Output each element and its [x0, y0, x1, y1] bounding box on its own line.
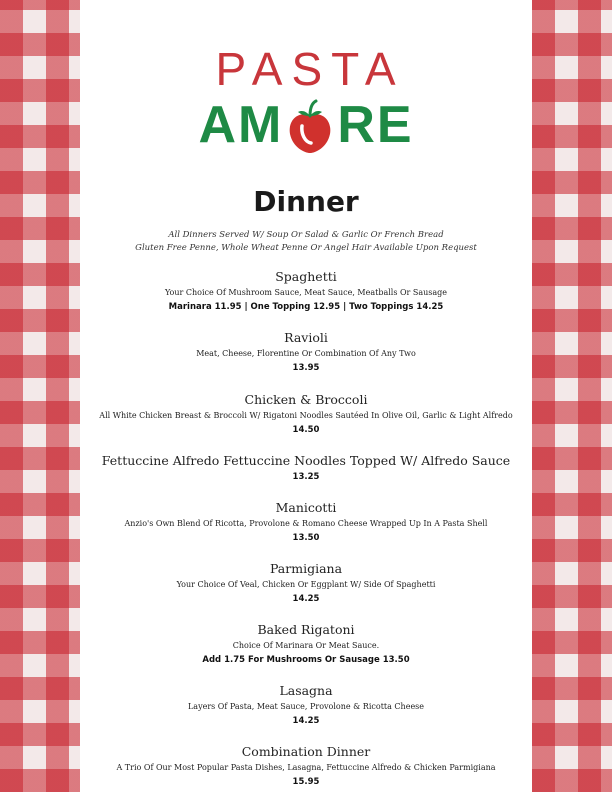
item-name: Ravioli — [284, 330, 328, 345]
item-description: All White Chicken Breast & Broccoli W/ Rigatoni Noodles Sautéed In Olive Oil, Garlic & Light Alfredo — [99, 411, 513, 420]
menu-items — [80, 268, 532, 791]
item-name: Baked Rigatoni — [257, 622, 355, 637]
menu-item — [80, 743, 532, 791]
item-description: Anzio's Own Blend Of Ricotta, Provolone & Romano Cheese Wrapped Up In A Pasta Shell — [124, 519, 488, 528]
item-price: 15.95 — [292, 777, 320, 787]
gingham-border-left — [0, 0, 80, 792]
item-description: Your Choice Of Veal, Chicken Or Eggplant W/ Side Of Spaghetti — [176, 580, 436, 589]
brand-logo — [80, 43, 532, 154]
gingham-border-right — [532, 0, 612, 792]
logo-top-word: PASTA — [215, 43, 405, 95]
item-price: 14.25 — [292, 716, 320, 726]
menu-subtitle — [80, 229, 532, 255]
item-name: Manicotti — [275, 500, 337, 515]
item-description: Choice Of Marinara Or Meat Sauce. — [232, 641, 380, 650]
menu-item — [80, 682, 532, 743]
menu-item — [80, 621, 532, 682]
logo-bottom-right: RE — [337, 96, 414, 154]
item-description: Meat, Cheese, Florentine Or Combination Of Any Two — [196, 349, 416, 358]
menu-item — [80, 329, 532, 391]
item-name: Combination Dinner — [241, 744, 371, 759]
item-name: Spaghetti — [275, 269, 337, 284]
item-price: 14.25 — [292, 594, 320, 604]
logo-bottom-word — [80, 96, 532, 152]
item-description: Your Choice Of Mushroom Sauce, Meat Sauce, Meatballs Or Sausage — [164, 288, 448, 297]
item-description: Layers Of Pasta, Meat Sauce, Provolone & Ricotta Cheese — [187, 702, 425, 711]
item-price: 13.95 — [292, 363, 320, 373]
menu-item — [80, 391, 532, 452]
item-price: 14.50 — [292, 425, 320, 435]
item-price: 13.50 — [292, 533, 320, 543]
section-title: Dinner — [253, 185, 359, 218]
menu-item — [80, 499, 532, 560]
item-name: Chicken & Broccoli — [244, 392, 368, 407]
logo-bottom-left: AM — [198, 96, 284, 154]
tomato-icon — [285, 98, 335, 154]
menu-item — [80, 560, 532, 621]
menu-item — [80, 268, 532, 329]
item-name: Parmigiana — [269, 561, 343, 576]
menu-item — [80, 452, 532, 499]
subtitle-line-2: Gluten Free Penne, Whole Wheat Penne Or Angel Hair Available Upon Request — [135, 243, 477, 253]
item-name: Lasagna — [279, 683, 333, 698]
item-price: Add 1.75 For Mushrooms Or Sausage 13.50 — [202, 655, 410, 665]
item-price: 13.25 — [292, 472, 320, 482]
item-price: Marinara 11.95 | One Topping 12.95 | Two Toppings 14.25 — [168, 302, 444, 312]
menu-page — [80, 0, 532, 792]
item-description: A Trio Of Our Most Popular Pasta Dishes, Lasagna, Fettuccine Alfredo & Chicken Parmigiana — [116, 763, 496, 772]
subtitle-line-1: All Dinners Served W/ Soup Or Salad & Garlic Or French Bread — [168, 230, 444, 240]
item-name: Fettuccine Alfredo Fettuccine Noodles Topped W/ Alfredo Sauce — [101, 453, 511, 468]
